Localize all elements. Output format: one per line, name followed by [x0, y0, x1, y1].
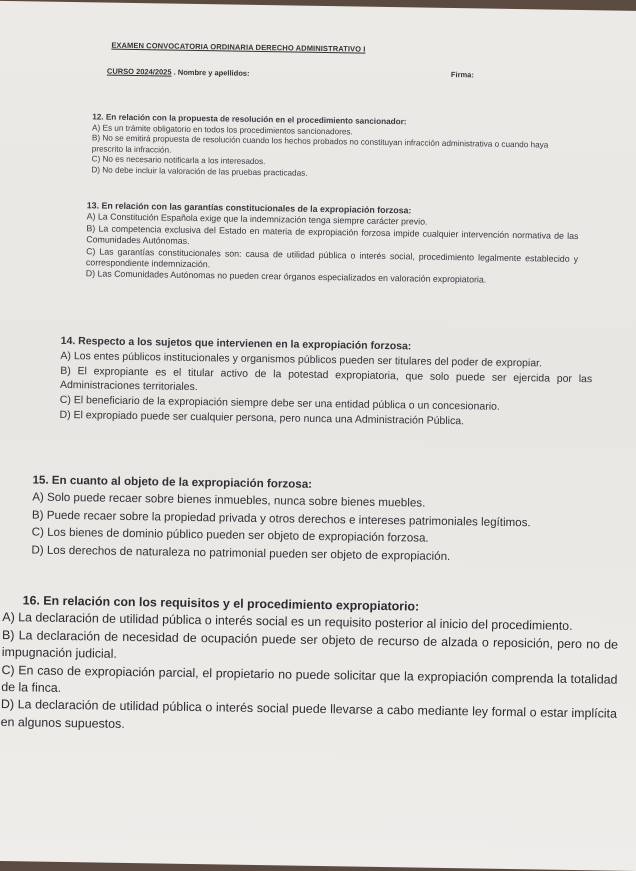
option-b: B) No se emitirá propuesta de resolución cuando los hechos probados no constituyan infracción administrativa o cuando haya prescrito la infracción. — [91, 133, 549, 155]
option-a: A) Los entes públicos institucionales y organismos públicos pueden ser titulares del poder de expropiar. — [60, 349, 543, 370]
exam-sheet — [0, 1, 636, 871]
option-b: B) El expropiante es el titular activo de la potestad expropiatoria, que solo puede ser ejercida por las Administraciones territoriales. — [59, 364, 593, 394]
name-label: . Nombre y apellidos: — [173, 67, 250, 78]
option-d: D) No debe incluir la valoración de las pruebas practicadas. — [91, 165, 308, 178]
question-title: 13. En relación con las garantías constitucionales de la expropiación forzosa: — [86, 200, 412, 216]
option-a: A) La declaración de utilidad pública o interés social es un requisito posterior al inicio del procedimiento. — [2, 610, 573, 634]
question-title: 16. En relación con los requisitos y el procedimiento expropiatorio: — [22, 593, 420, 614]
course-label: CURSO 2024/2025 — [106, 66, 172, 77]
course-line — [107, 67, 250, 78]
option-c: C) No es necesario notificarla a los interesados. — [91, 154, 266, 167]
option-c: C) El beneficiario de la expropiación siempre debe ser una entidad pública o un concesionario. — [59, 394, 500, 413]
question-title: 12. En relación con la propuesta de resolución en el procedimiento sancionador: — [92, 112, 407, 127]
question-15 — [31, 471, 608, 567]
question-13 — [86, 200, 579, 288]
option-c: C) Las garantías constitucionales son: causa de utilidad pública o interés social, procedimiento legalmente establecido y correspondiente indemnización. — [85, 245, 579, 270]
option-b: B) La declaración de necesidad de ocupación puede ser objeto de recurso de alzada o reposición, pero no de impugnación judicial. — [1, 627, 619, 662]
option-a: A) Solo puede recaer sobre bienes inmuebles, nunca sobre bienes muebles. — [32, 490, 426, 511]
option-d: D) El expropiado puede ser cualquier persona, pero nunca una Administración Pública. — [59, 408, 465, 428]
exam-title: EXAMEN CONVOCATORIA ORDINARIA DERECHO ADMINISTRATIVO I — [111, 40, 366, 54]
question-12 — [91, 112, 570, 183]
question-title: 14. Respecto a los sujetos que intervienen en la expropiación forzosa: — [60, 334, 412, 353]
option-d: D) Las Comunidades Autónomas no pueden crear órganos especializados en valoración expropiatoria. — [85, 268, 487, 286]
option-d: D) Los derechos de naturaleza no patrimonial pueden ser objeto de expropiación. — [31, 543, 451, 563]
option-a: A) Es un trámite obligatorio en todos los procedimientos sancionadores. — [91, 122, 353, 137]
option-a: A) La Constitución Española exige que la indemnización tenga siempre carácter previo. — [86, 211, 428, 228]
option-c: C) Los bienes de dominio público pueden ser objeto de expropiación forzosa. — [31, 525, 429, 545]
option-b: B) Puede recaer sobre la propiedad privada y otros derechos e intereses patrimoniales legítimos. — [31, 508, 531, 530]
option-c: C) En caso de expropiación parcial, el propietario no puede solicitar que la expropiación comprenda la totalidad de la finca. — [1, 662, 618, 695]
question-title: 15. En cuanto al objeto de la expropiación forzosa: — [32, 473, 313, 491]
option-d: D) La declaración de utilidad pública o interés social puede llevarse a cabo mediante ley formal o estar implícita en algunos supuestos. — [0, 697, 618, 731]
signature-label: Firma: — [450, 70, 474, 80]
question-14 — [59, 334, 592, 431]
question-16 — [1, 592, 619, 741]
option-b: B) La competencia exclusiva del Estado en materia de expropiación forzosa impide cualquier intervención normativa de las Comunidades Autónomas. — [86, 223, 579, 247]
